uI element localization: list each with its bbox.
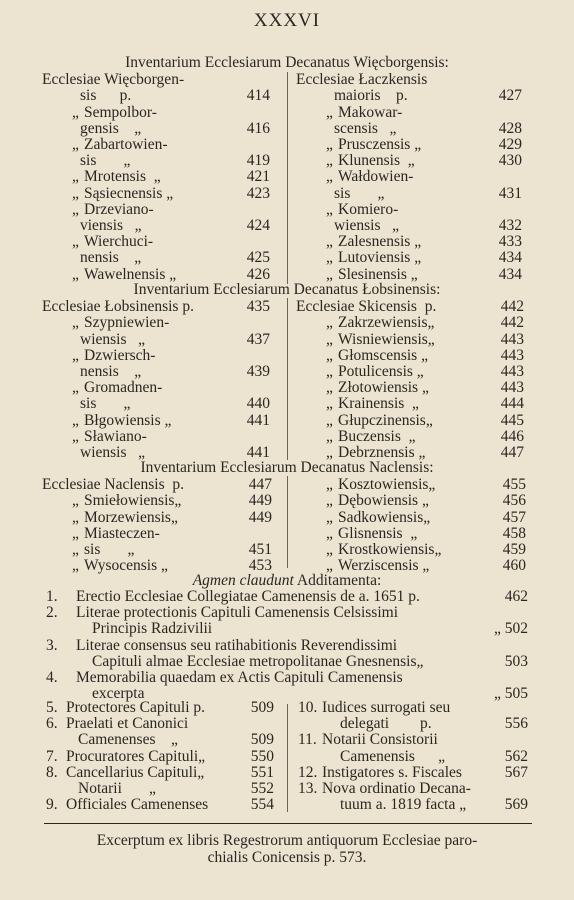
page-ref: 453 [248, 557, 272, 575]
ditto-mark: „ [326, 346, 333, 364]
item-text-cont: Principis Radzivilii [92, 620, 213, 638]
page-ref: 550 [250, 747, 274, 765]
ditto-mark: „ [72, 411, 79, 429]
page-ref: 424 [246, 217, 270, 234]
item-text: Instigatores s. Fiscales [322, 763, 462, 781]
ditto-mark: „ [72, 557, 79, 575]
page-ref: 556 [504, 715, 528, 733]
item-number: 4. [46, 669, 58, 686]
ditto-mark: „ [326, 103, 333, 121]
ditto-mark: „ [326, 152, 333, 170]
page-ref: 551 [250, 763, 274, 781]
entry-label: Głomscensis „ [338, 346, 428, 364]
page-ref: 439 [246, 363, 270, 380]
page-ref: 460 [502, 557, 526, 575]
page-ref: 421 [246, 168, 270, 186]
item-number: 6. [46, 715, 58, 733]
entry-label: scensis „ [334, 119, 397, 137]
item-number: 5. [46, 699, 58, 716]
column-divider [287, 704, 288, 812]
entry-label: Ecclesiae Skicensis p. [296, 298, 437, 316]
item-text: delegati p. [340, 715, 432, 733]
page-ref: 443 [500, 330, 524, 348]
page-ref: 442 [500, 314, 524, 332]
page-ref: 425 [246, 249, 270, 267]
page-ref: 459 [502, 541, 526, 558]
page-ref: 509 [250, 699, 274, 716]
entry-label: Lutoviensis „ [338, 249, 422, 267]
entry-label: sis „ [334, 184, 385, 202]
item-text: Camenenses „ [78, 731, 178, 749]
ditto-mark: „ [326, 444, 333, 461]
ditto-mark: „ [326, 200, 333, 218]
item-text: Literae protectionis Capituli Camenensis Celsissimi [76, 604, 399, 622]
column-divider [287, 298, 288, 460]
entry-label: maioris p. [334, 87, 408, 105]
ditto-mark: „ [72, 379, 79, 397]
item-text: Notarii Consistorii [322, 731, 438, 749]
entry-label: Potulicensis „ [338, 363, 424, 380]
entry-label: Komiero- [338, 200, 399, 218]
entry-label: gensis „ [80, 119, 142, 137]
page-ref: 451 [248, 541, 272, 558]
entry-label: Drzeviano- [84, 200, 154, 218]
entry-label: Sempolbor- [84, 103, 157, 121]
section-title: Inventarium Ecclesiarum Decanatus Więcborgensis: [125, 54, 449, 71]
page-ref: 449 [248, 508, 272, 526]
page-ref: 433 [498, 233, 522, 251]
entry-label: nensis „ [80, 249, 142, 267]
page-ref: 456 [502, 492, 526, 510]
page-ref: 430 [498, 152, 522, 170]
page-ref: 449 [248, 492, 272, 510]
page-ref: 432 [498, 217, 522, 234]
ditto-mark: „ [326, 249, 333, 267]
entry-label: Wawelnensis „ [84, 265, 177, 283]
item-text-cont: Capituli almae Ecclesiae metropolitanae Gnesnensis„ [92, 652, 424, 670]
ditto-mark: „ [72, 265, 79, 283]
page-ref: 445 [500, 411, 524, 429]
entry-label: Ecclesiae Łaczkensis [296, 71, 428, 89]
page-ref: 458 [502, 524, 526, 542]
entry-label: Wałdowien- [338, 168, 414, 186]
entry-label: Sadkowiensis„ [338, 508, 431, 526]
item-number: 3. [46, 636, 58, 654]
item-text: Camenensis „ [340, 747, 446, 765]
page-number-header: XXXVI [253, 10, 321, 31]
entry-label: Zabartowien- [84, 136, 168, 153]
page-ref: 441 [246, 411, 270, 429]
page-ref: 462 [504, 588, 528, 605]
item-text: Literae consensus seu ratihabitionis Reverendissimi [76, 636, 398, 654]
ditto-mark: „ [326, 233, 333, 251]
page-ref: 429 [498, 136, 522, 153]
item-number: 13. [298, 780, 318, 797]
entry-label: Wierchuci- [84, 233, 154, 251]
footer-line-1: Excerptum ex libris Regestrorum antiquorum Ecclesiae paro- [96, 832, 478, 849]
footer-rule [44, 823, 532, 824]
page-ref: 423 [246, 184, 270, 202]
page-ref: 569 [504, 796, 528, 814]
page-ref: 443 [500, 379, 524, 397]
page-ref: 567 [504, 763, 528, 781]
entry-label: Debrznensis „ [338, 444, 426, 461]
item-text: Memorabilia quaedam ex Actis Capituli Camenensis [76, 669, 403, 686]
page-ref: 447 [500, 444, 524, 461]
page-ref: 554 [250, 796, 274, 814]
entry-label: wiensis „ [80, 330, 146, 348]
ditto-mark: „ [326, 524, 333, 542]
ditto-mark: „ [326, 508, 333, 526]
entry-label: Dębowiensis „ [338, 492, 429, 510]
page-ref: 416 [246, 119, 270, 137]
page-ref: 437 [246, 330, 270, 348]
entry-label: Klunensis „ [338, 152, 415, 170]
ditto-mark: „ [72, 427, 79, 445]
entry-label: sis p. [80, 87, 132, 105]
ditto-mark: „ [326, 363, 333, 380]
page-ref: 446 [500, 427, 524, 445]
item-text: Cancellarius Capituli„ [66, 763, 205, 781]
entry-label: Wysocensis „ [84, 557, 168, 575]
item-text: Notarii „ [78, 780, 156, 797]
item-text: tuum a. 1819 facta „ [340, 796, 467, 814]
page-ref: 427 [498, 87, 522, 105]
ditto-mark: „ [72, 103, 79, 121]
ditto-mark: „ [326, 492, 333, 510]
item-number: 9. [46, 796, 58, 814]
entry-label: Gromadnen- [84, 379, 163, 397]
page-ref: 414 [246, 87, 270, 105]
page-ref: 455 [502, 476, 526, 494]
entry-label: Miasteczen- [84, 524, 160, 542]
ditto-mark: „ [72, 200, 79, 218]
entry-label: viensis „ [80, 217, 142, 234]
entry-label: sis „ [80, 152, 131, 170]
item-text: Iudices surrogati seu [322, 699, 451, 716]
item-number: 12. [298, 763, 318, 781]
entry-label: wiensis „ [334, 217, 400, 234]
page-ref: 509 [250, 731, 274, 749]
entry-label: Sławiano- [84, 427, 147, 445]
entry-label: Ecclesiae Naclensis p. [42, 476, 185, 494]
ditto-mark: „ [326, 379, 333, 397]
entry-label: Glisnensis „ [338, 524, 418, 542]
additamenta-heading: Agmen claudunt Additamenta: [192, 572, 382, 589]
entry-label: Dzwiersch- [84, 346, 156, 364]
page-ref: „ 505 [493, 685, 528, 703]
ditto-mark: „ [72, 346, 79, 364]
page-ref: 419 [246, 152, 270, 170]
entry-label: Szypniewien- [84, 314, 170, 332]
page-ref: 431 [498, 184, 522, 202]
entry-label: Kosztowiensis„ [338, 476, 436, 494]
ditto-mark: „ [326, 427, 333, 445]
item-text: Nova ordinatio Decana- [322, 780, 471, 797]
ditto-mark: „ [72, 492, 79, 510]
ditto-mark: „ [72, 233, 79, 251]
page-ref: 443 [500, 363, 524, 380]
entry-label: Ecclesiae Więcborgen- [42, 71, 185, 89]
entry-label: wiensis „ [80, 444, 146, 461]
page-ref: 562 [504, 747, 528, 765]
entry-label: Sąsiecnensis „ [84, 184, 174, 202]
item-text: Procuratores Capituli„ [66, 747, 206, 765]
entry-label: nensis „ [80, 363, 142, 380]
entry-label: Wisniewiensis„ [338, 330, 435, 348]
item-text: Erectio Ecclesiae Collegiatae Camenensis de a. 1651 p. [76, 588, 420, 605]
entry-label: Buczensis „ [338, 427, 416, 445]
entry-label: Mrotensis „ [84, 168, 161, 186]
item-number: 7. [46, 747, 58, 765]
page-ref: 552 [250, 780, 274, 797]
page-ref: 444 [500, 395, 524, 413]
entry-label: Smiełowiensis„ [84, 492, 182, 510]
page-ref: 435 [246, 298, 270, 316]
footer-line-2: chialis Conicensis p. 573. [207, 849, 367, 866]
entry-label: Werziscensis „ [338, 557, 430, 575]
ditto-mark: „ [326, 476, 333, 494]
ditto-mark: „ [72, 168, 79, 186]
ditto-mark: „ [326, 168, 333, 186]
page-ref: 434 [498, 265, 522, 283]
item-number: 8. [46, 763, 58, 781]
ditto-mark: „ [72, 184, 79, 202]
item-number: 1. [46, 588, 58, 605]
page-ref: 440 [246, 395, 270, 413]
page-ref: 426 [246, 265, 270, 283]
ditto-mark: „ [72, 541, 79, 558]
column-divider [287, 476, 288, 568]
page-ref: 428 [498, 119, 522, 137]
entry-label: Błgowiensis „ [84, 411, 172, 429]
ditto-mark: „ [326, 136, 333, 153]
item-number: 10. [298, 699, 318, 716]
entry-label: Zalesnensis „ [338, 233, 422, 251]
item-text: Praelati et Canonici [66, 715, 189, 733]
ditto-mark: „ [326, 265, 333, 283]
ditto-mark: „ [72, 314, 79, 332]
ditto-mark: „ [326, 395, 333, 413]
item-number: 11. [298, 731, 317, 749]
entry-label: sis „ [84, 541, 135, 558]
ditto-mark: „ [326, 330, 333, 348]
ditto-mark: „ [326, 557, 333, 575]
page-ref: „ 502 [493, 620, 528, 638]
page-ref: 434 [498, 249, 522, 267]
page-ref: 457 [502, 508, 526, 526]
page-ref: 447 [248, 476, 272, 494]
column-divider [287, 72, 288, 284]
ditto-mark: „ [326, 541, 333, 558]
ditto-mark: „ [326, 314, 333, 332]
entry-label: Prusczensis „ [338, 136, 422, 153]
item-text-cont: excerpta [92, 685, 145, 703]
entry-label: Zakrzewiensis„ [338, 314, 435, 332]
entry-label: Złotowiensis „ [338, 379, 429, 397]
entry-label: Krostkowiensis„ [338, 541, 442, 558]
ditto-mark: „ [72, 508, 79, 526]
item-number: 2. [46, 604, 58, 622]
entry-label: Krainensis „ [338, 395, 419, 413]
item-text: Protectores Capituli p. [66, 699, 206, 716]
item-text: Officiales Camenenses [66, 796, 209, 814]
entry-label: Morzewiensis„ [84, 508, 178, 526]
page-ref: 441 [246, 444, 270, 461]
entry-label: Slesinensis „ [338, 265, 418, 283]
section-title: Inventarium Ecclesiarum Decanatus Naclensis: [140, 459, 434, 476]
page-ref: 442 [500, 298, 524, 316]
page-ref: 503 [504, 652, 528, 670]
section-title: Inventarium Ecclesiarum Decanatus Łobsinensis: [133, 281, 441, 298]
entry-label: Ecclesiae Łobsinensis p. [42, 298, 194, 316]
ditto-mark: „ [326, 411, 333, 429]
page-ref: 443 [500, 346, 524, 364]
entry-label: Głupczinensis„ [338, 411, 433, 429]
entry-label: Makowar- [338, 103, 403, 121]
ditto-mark: „ [72, 136, 79, 153]
ditto-mark: „ [72, 524, 79, 542]
entry-label: sis „ [80, 395, 131, 413]
